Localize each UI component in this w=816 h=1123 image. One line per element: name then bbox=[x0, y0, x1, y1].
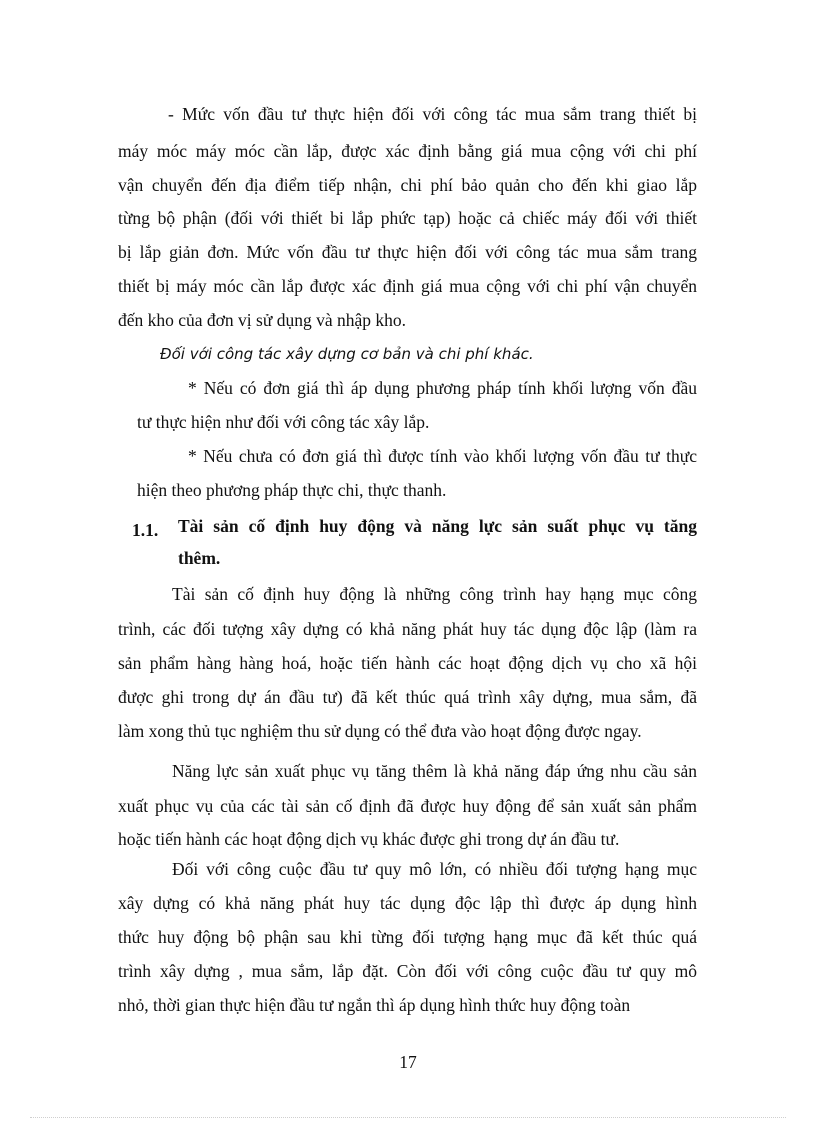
italic-subheading: Đối với công tác xây dựng cơ bản và chi phí khác. bbox=[160, 345, 534, 363]
text-line: hoặc tiến hành các hoạt động dịch vụ khác được ghi trong dự án đầu tư. bbox=[118, 829, 620, 849]
text-line: - Mức vốn đầu tư thực hiện đối với công tác mua sắm trang thiết bị bbox=[168, 104, 697, 124]
text-line: Năng lực sản xuất phục vụ tăng thêm là khả năng đáp ứng nhu cầu sản bbox=[172, 761, 697, 781]
text-line: từng bộ phận (đối với thiết bi lắp phức tạp) hoặc cả chiếc máy đối với thiết bbox=[118, 208, 697, 228]
text-line: Đối với công cuộc đầu tư quy mô lớn, có nhiều đối tượng hạng mục bbox=[172, 859, 697, 879]
text-line: đến kho của đơn vị sử dụng và nhập kho. bbox=[118, 310, 406, 330]
text-line: sản phẩm hàng hàng hoá, hoặc tiến hành các hoạt động dịch vụ cho xã hội bbox=[118, 653, 697, 673]
section-title-line: Tài sản cố định huy động và năng lực sản suất phục vụ tăng bbox=[178, 516, 697, 536]
text-line: thức huy động bộ phận sau khi từng đối tượng hạng mục đã kết thúc quá bbox=[118, 927, 697, 947]
text-line: máy móc máy móc cần lắp, được xác định bằng giá mua cộng với chi phí bbox=[118, 141, 697, 161]
text-line: trình xây dựng , mua sắm, lắp đặt. Còn đối với công cuộc đầu tư quy mô bbox=[118, 961, 697, 981]
text-line: thiết bị máy móc cần lắp được xác định giá mua cộng với chi phí vận chuyển bbox=[118, 276, 697, 296]
text-line: xây dựng có khả năng phát huy tác dụng độc lập thì được áp dụng hình bbox=[118, 893, 697, 913]
section-title-line: thêm. bbox=[178, 548, 221, 568]
section-number: 1.1. bbox=[132, 520, 159, 540]
text-line: được ghi trong dự án đầu tư) đã kết thúc quá trình xây dựng, mua sắm, đã bbox=[118, 687, 697, 707]
text-line: trình, các đối tượng xây dựng có khả năng phát huy tác dụng độc lập (làm ra bbox=[118, 619, 697, 639]
text-line: xuất phục vụ của các tài sản cố định đã được huy động để sản xuất sản phẩm bbox=[118, 796, 697, 816]
text-line: bị lắp giản đơn. Mức vốn đầu tư thực hiện đối với công tác mua sắm trang bbox=[118, 242, 697, 262]
text-line: nhỏ, thời gian thực hiện đầu tư ngắn thì áp dụng hình thức huy động toàn bbox=[118, 995, 631, 1015]
text-line: tư thực hiện như đối với công tác xây lắp. bbox=[137, 412, 430, 432]
text-line: vận chuyển đến địa điểm tiếp nhận, chi phí bảo quản cho đến khi giao lắp bbox=[118, 175, 697, 195]
text-line: làm xong thủ tục nghiệm thu sử dụng có thể đưa vào hoạt động được ngay. bbox=[118, 721, 642, 741]
text-line: hiện theo phương pháp thực chi, thực thanh. bbox=[137, 480, 447, 500]
page-number: 17 bbox=[399, 1052, 417, 1072]
footer-divider bbox=[30, 1117, 786, 1118]
text-line: * Nếu có đơn giá thì áp dụng phương pháp tính khối lượng vốn đầu bbox=[188, 378, 697, 398]
text-line: Tài sản cố định huy động là những công trình hay hạng mục công bbox=[172, 584, 697, 604]
text-line: * Nếu chưa có đơn giá thì được tính vào khối lượng vốn đầu tư thực bbox=[188, 446, 697, 466]
